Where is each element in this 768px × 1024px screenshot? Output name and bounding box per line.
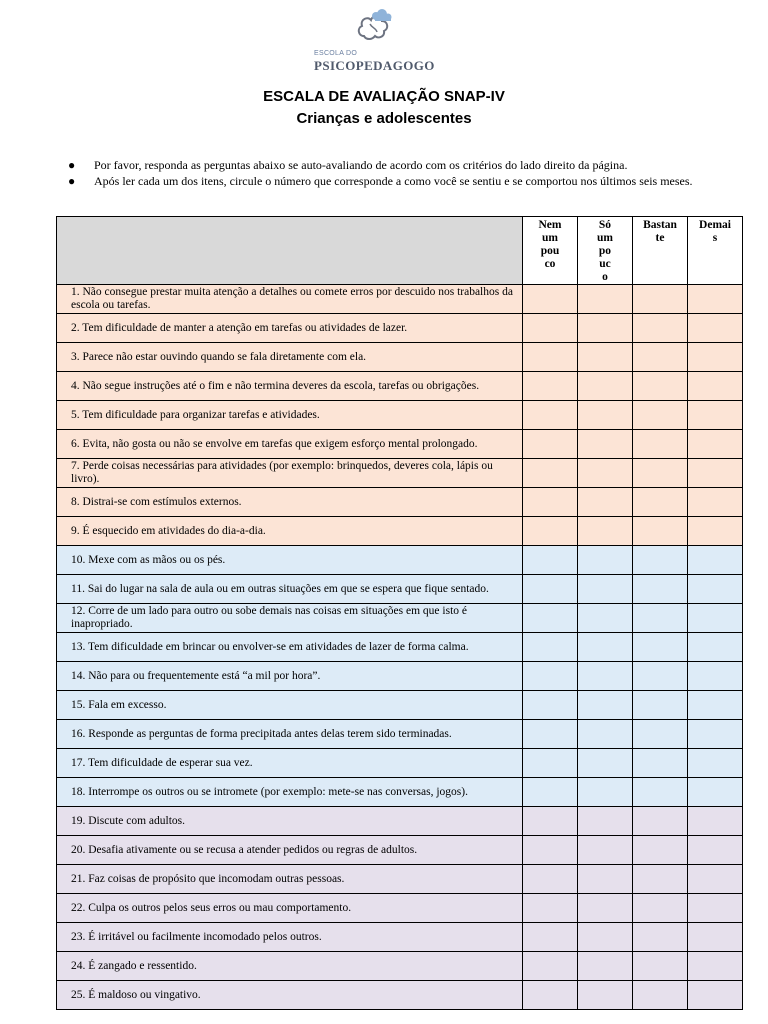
answer-cell[interactable] [633,517,688,546]
answer-cell[interactable] [633,981,688,1010]
table-row [57,981,743,1010]
question-text: 1. Não consegue prestar muita atenção a detalhes ou comete erros por descuido nos trabalhos da escola ou tarefas. [71,286,513,311]
answer-cell[interactable] [578,546,633,575]
answer-cell[interactable] [523,662,578,691]
table-row [57,720,743,749]
question-text: 11. Sai do lugar na sala de aula ou em outras situações em que se espera que fique sentado. [71,582,489,595]
answer-cell[interactable] [578,720,633,749]
answer-cell[interactable] [688,604,743,633]
answer-cell[interactable] [578,633,633,662]
question-cell [57,343,523,372]
question-cell [57,314,523,343]
answer-cell[interactable] [523,430,578,459]
table-row [57,923,743,952]
question-cell [57,633,523,662]
question-cell [57,372,523,401]
bullet-icon: ● [68,174,76,188]
answer-cell[interactable] [578,749,633,778]
question-cell [57,923,523,952]
question-cell [57,691,523,720]
answer-cell[interactable] [578,981,633,1010]
answer-cell[interactable] [688,691,743,720]
answer-cell[interactable] [688,807,743,836]
answer-cell[interactable] [633,778,688,807]
answer-cell[interactable] [688,749,743,778]
instruction-item [68,173,758,189]
question-text: 22. Culpa os outros pelos seus erros ou mau comportamento. [71,901,352,914]
answer-cell[interactable] [523,633,578,662]
question-cell [57,807,523,836]
instruction-text: Por favor, responda as perguntas abaixo se auto-avaliando de acordo com os critérios do lado direito da página. [94,158,628,172]
answer-cell[interactable] [578,604,633,633]
answer-cell[interactable] [523,459,578,488]
answer-cell[interactable] [633,285,688,314]
question-cell [57,459,523,488]
table-row [57,633,743,662]
question-cell [57,894,523,923]
logo [310,6,440,72]
question-text: 13. Tem dificuldade em brincar ou envolver-se em atividades de lazer de forma calma. [71,640,469,653]
question-cell [57,778,523,807]
table-row [57,836,743,865]
answer-cell[interactable] [633,807,688,836]
question-text: 16. Responde as perguntas de forma precipitada antes delas terem sido terminadas. [71,727,452,740]
answer-cell[interactable] [578,401,633,430]
table-row [57,430,743,459]
table-row [57,314,743,343]
question-text: 14. Não para ou frequentemente está “a mil por hora”. [71,669,321,682]
table-row [57,749,743,778]
answer-cell[interactable] [633,575,688,604]
logo-big-text: PSICOPEDAGOGO [314,58,435,73]
answer-cell[interactable] [688,865,743,894]
column-header [688,217,743,285]
question-cell [57,720,523,749]
answer-cell[interactable] [688,923,743,952]
answer-cell[interactable] [688,720,743,749]
question-cell [57,430,523,459]
question-text: 23. É irritável ou facilmente incomodado pelos outros. [71,930,322,943]
answer-cell[interactable] [578,575,633,604]
question-text: 24. É zangado e ressentido. [71,959,197,972]
answer-cell[interactable] [578,923,633,952]
answer-cell[interactable] [523,981,578,1010]
answer-cell[interactable] [633,459,688,488]
answer-cell[interactable] [523,488,578,517]
answer-cell[interactable] [688,546,743,575]
question-text: 17. Tem dificuldade de esperar sua vez. [71,756,253,769]
answer-cell[interactable] [633,923,688,952]
answer-cell[interactable] [688,285,743,314]
table-row [57,952,743,981]
answer-cell[interactable] [523,546,578,575]
answer-cell[interactable] [633,546,688,575]
question-cell [57,865,523,894]
answer-cell[interactable] [523,691,578,720]
table-row [57,604,743,633]
logo-small-text: ESCOLA DO [314,50,358,57]
table-row [57,372,743,401]
answer-cell[interactable] [523,517,578,546]
column-header [523,217,578,285]
question-cell [57,517,523,546]
column-header [578,217,633,285]
answer-cell[interactable] [688,836,743,865]
question-cell [57,401,523,430]
answer-cell[interactable] [633,430,688,459]
answer-cell[interactable] [523,836,578,865]
question-text: 19. Discute com adultos. [71,814,186,827]
answer-cell[interactable] [578,343,633,372]
question-text: 12. Corre de um lado para outro ou sobe demais nas coisas em situações em que isto é inapropriado. [71,605,468,630]
answer-cell[interactable] [688,314,743,343]
table-row [57,894,743,923]
answer-cell[interactable] [688,981,743,1010]
answer-cell[interactable] [633,604,688,633]
question-text: 3. Parece não estar ouvindo quando se fala diretamente com ela. [71,350,367,363]
column-header-label: Bastan te [643,219,677,244]
instruction-text: Após ler cada um dos itens, circule o número que corresponde a como você se sentiu e se comportou nos últimos seis meses. [94,174,693,188]
answer-cell[interactable] [633,894,688,923]
question-cell [57,575,523,604]
answer-cell[interactable] [688,778,743,807]
question-text: 10. Mexe com as mãos ou os pés. [71,553,226,566]
question-text: 18. Interrompe os outros ou se intromete (por exemplo: mete-se nas conversas, jogos). [71,785,468,798]
answer-cell[interactable] [523,865,578,894]
question-cell [57,604,523,633]
answer-cell[interactable] [688,662,743,691]
answer-cell[interactable] [633,401,688,430]
table-row [57,517,743,546]
question-text: 9. É esquecido em atividades do dia-a-dia. [71,524,266,537]
answer-cell[interactable] [688,430,743,459]
table-row [57,546,743,575]
answer-cell[interactable] [523,923,578,952]
answer-cell[interactable] [578,807,633,836]
question-text: 7. Perde coisas necessárias para atividades (por exemplo: brinquedos, deveres cola, lápis ou livro). [71,460,493,485]
table-row [57,343,743,372]
question-cell [57,546,523,575]
answer-cell[interactable] [523,894,578,923]
answer-cell[interactable] [578,372,633,401]
answer-cell[interactable] [578,952,633,981]
table-row [57,691,743,720]
question-text: 15. Fala em excesso. [71,698,167,711]
answer-cell[interactable] [688,952,743,981]
table-row [57,285,743,314]
question-cell [57,662,523,691]
question-text: 20. Desafia ativamente ou se recusa a atender pedidos ou regras de adultos. [71,843,418,856]
question-cell [57,952,523,981]
column-header-label: Demai s [699,219,731,244]
answer-cell[interactable] [688,575,743,604]
answer-cell[interactable] [633,720,688,749]
answer-cell[interactable] [688,401,743,430]
answer-cell[interactable] [578,314,633,343]
answer-cell[interactable] [633,343,688,372]
table-row [57,865,743,894]
question-text: 6. Evita, não gosta ou não se envolve em tarefas que exigem esforço mental prolongado. [71,437,478,450]
question-cell [57,836,523,865]
table-row [57,778,743,807]
answer-cell[interactable] [578,662,633,691]
answer-cell[interactable] [633,865,688,894]
answer-cell[interactable] [523,720,578,749]
answer-cell[interactable] [578,517,633,546]
page-subtitle: Crianças e adolescentes [296,110,472,127]
answer-cell[interactable] [578,894,633,923]
brain-cloud-icon [354,6,394,46]
header-blank-cell [57,217,523,285]
answer-cell[interactable] [578,488,633,517]
answer-cell[interactable] [633,488,688,517]
answer-cell[interactable] [633,836,688,865]
question-text: 8. Distrai-se com estímulos externos. [71,495,242,508]
instructions-list [68,157,758,189]
answer-cell[interactable] [633,372,688,401]
answer-cell[interactable] [523,807,578,836]
answer-cell[interactable] [633,691,688,720]
column-header-label: Nem um pou co [538,219,562,270]
question-cell [57,488,523,517]
question-text: 5. Tem dificuldade para organizar tarefas e atividades. [71,408,320,421]
answer-cell[interactable] [578,430,633,459]
answer-cell[interactable] [523,952,578,981]
column-header-label: Só um po uc o [597,219,613,283]
answer-cell[interactable] [633,952,688,981]
answer-cell[interactable] [523,372,578,401]
answer-cell[interactable] [633,633,688,662]
table-row [57,807,743,836]
bullet-icon: ● [68,158,76,172]
answer-cell[interactable] [688,343,743,372]
answer-cell[interactable] [578,865,633,894]
snap-iv-table [56,216,743,1010]
question-cell [57,285,523,314]
answer-cell[interactable] [578,285,633,314]
table-row [57,575,743,604]
question-text: 4. Não segue instruções até o fim e não termina deveres da escola, tarefas ou obrigações. [71,379,480,392]
answer-cell[interactable] [578,778,633,807]
question-text: 2. Tem dificuldade de manter a atenção em tarefas ou atividades de lazer. [71,321,408,334]
question-cell [57,981,523,1010]
answer-cell[interactable] [523,401,578,430]
answer-cell[interactable] [688,894,743,923]
answer-cell[interactable] [633,314,688,343]
table-row [57,488,743,517]
answer-cell[interactable] [578,691,633,720]
answer-cell[interactable] [578,836,633,865]
answer-cell[interactable] [523,604,578,633]
answer-cell[interactable] [523,575,578,604]
question-cell [57,749,523,778]
question-text: 21. Faz coisas de propósito que incomodam outras pessoas. [71,872,345,885]
answer-cell[interactable] [688,459,743,488]
answer-cell[interactable] [688,517,743,546]
table-row [57,662,743,691]
table-row [57,459,743,488]
answer-cell[interactable] [633,662,688,691]
answer-cell[interactable] [688,633,743,662]
answer-cell[interactable] [523,343,578,372]
answer-cell[interactable] [523,778,578,807]
page-title: ESCALA DE AVALIAÇÃO SNAP-IV [263,88,505,105]
instruction-item [68,157,758,173]
question-text: 25. É maldoso ou vingativo. [71,988,201,1001]
answer-cell[interactable] [688,488,743,517]
table-row [57,401,743,430]
answer-cell[interactable] [523,285,578,314]
answer-cell[interactable] [523,314,578,343]
column-header [633,217,688,285]
answer-cell[interactable] [633,749,688,778]
table-header-row [57,217,743,285]
answer-cell[interactable] [523,749,578,778]
answer-cell[interactable] [688,372,743,401]
answer-cell[interactable] [578,459,633,488]
